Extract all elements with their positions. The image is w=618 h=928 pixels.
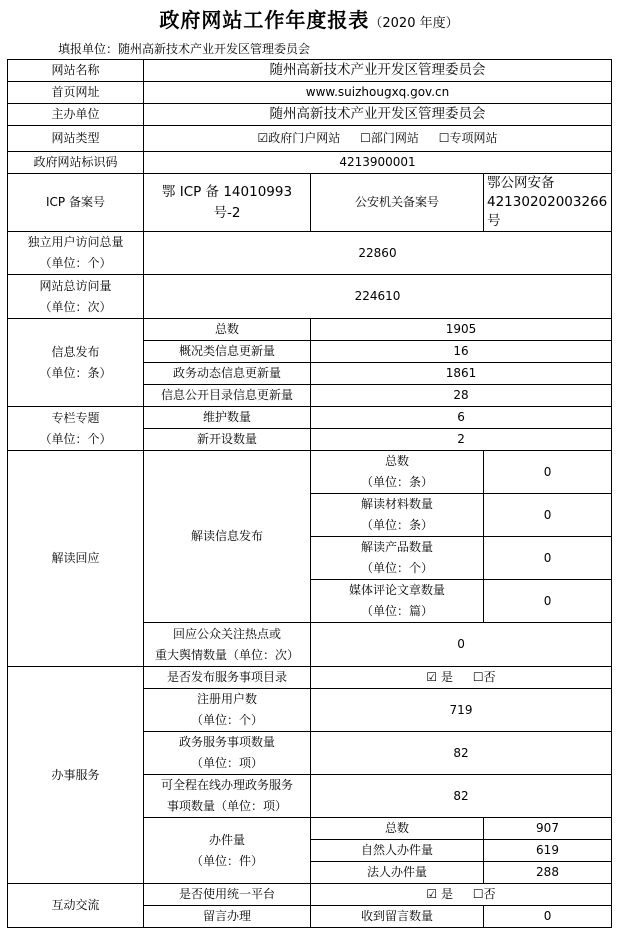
columns-label-cell bbox=[8, 407, 144, 451]
row-pv bbox=[8, 275, 612, 319]
police-label: 公安机关备案号 bbox=[311, 174, 484, 232]
cases-row-value: 619 bbox=[484, 840, 612, 862]
info-publish-unit: （单位：条） bbox=[39, 365, 112, 380]
site-id-label: 政府网站标识码 bbox=[8, 152, 144, 174]
interp-row-label-cell: 总数 （单位：条） bbox=[311, 451, 484, 494]
cases-row-label: 法人办件量 bbox=[311, 862, 484, 884]
column-row-label: 新开设数量 bbox=[144, 429, 311, 451]
columns-label: 专栏专题 bbox=[51, 410, 100, 425]
interp-row-label-cell: 媒体评论文章数量 （单位：篇） bbox=[311, 580, 484, 623]
cases-row-value: 907 bbox=[484, 818, 612, 840]
users-value: 719 bbox=[311, 689, 612, 732]
host-value: 随州高新技术产业开发区管理委员会 bbox=[144, 104, 612, 126]
site-name-value: 随州高新技术产业开发区管理委员会 bbox=[144, 60, 612, 82]
users-label-cell: 注册用户数 （单位：个） bbox=[144, 689, 311, 732]
items-label-cell: 政务服务事项数量 （单位：项） bbox=[144, 732, 311, 775]
info-publish-label: 信息发布 bbox=[51, 344, 100, 359]
columns-unit: （单位：个） bbox=[39, 431, 112, 446]
received-value: 0 bbox=[484, 906, 612, 928]
interp-row-value: 0 bbox=[484, 580, 612, 623]
message-label: 留言办理 bbox=[144, 906, 311, 928]
interaction-label: 互动交流 bbox=[8, 884, 144, 928]
catalog-options bbox=[311, 667, 612, 689]
icp-label: ICP 备案号 bbox=[8, 174, 144, 232]
uv-label-cell bbox=[8, 232, 144, 275]
checked-icon: ☑ bbox=[426, 670, 438, 684]
row-icp bbox=[8, 174, 612, 232]
response-label-cell: 回应公众关注热点或 重大舆情数量（单位：次） bbox=[144, 623, 311, 667]
filler-label: 填报单位： bbox=[58, 42, 119, 56]
host-label: 主办单位 bbox=[8, 104, 144, 126]
site-url-value: www.suizhougxq.gov.cn bbox=[144, 82, 612, 104]
items-value: 82 bbox=[311, 732, 612, 775]
info-row-value: 1905 bbox=[311, 319, 612, 341]
interp-row-label-cell: 解读材料数量 （单位：条） bbox=[311, 494, 484, 537]
interpretation-sub-label: 解读信息发布 bbox=[144, 451, 311, 623]
report-year: （2020 年度） bbox=[369, 16, 459, 31]
site-url-label: 首页网址 bbox=[8, 82, 144, 104]
checked-icon: ☑ bbox=[257, 131, 269, 145]
filler-value: 随州高新技术产业开发区管理委员会 bbox=[118, 42, 311, 56]
interpretation-label: 解读回应 bbox=[8, 451, 144, 667]
cases-label-cell: 办件量 （单位：件） bbox=[144, 818, 311, 884]
info-row-label: 信息公开目录信息更新量 bbox=[144, 385, 311, 407]
pv-value: 224610 bbox=[144, 275, 612, 319]
row-host bbox=[8, 104, 612, 126]
info-row-label: 政务动态信息更新量 bbox=[144, 363, 311, 385]
platform-yes: ☑ 是 bbox=[426, 887, 453, 901]
interp-row-label-cell: 解读产品数量 （单位：个） bbox=[311, 537, 484, 580]
checked-icon: ☑ bbox=[426, 887, 438, 901]
info-row-value: 28 bbox=[311, 385, 612, 407]
info-row-label: 概况类信息更新量 bbox=[144, 341, 311, 363]
site-id-value: 4213900001 bbox=[144, 152, 612, 174]
interp-row-value: 0 bbox=[484, 537, 612, 580]
report-table bbox=[7, 59, 612, 928]
platform-options bbox=[311, 884, 612, 906]
row-interaction-platform bbox=[8, 884, 612, 906]
uv-unit: （单位：个） bbox=[39, 256, 112, 270]
interp-row-value: 0 bbox=[484, 494, 612, 537]
type-option-department: ☐部门网站 bbox=[360, 131, 419, 145]
unchecked-icon: ☐ bbox=[438, 131, 450, 145]
online-value: 82 bbox=[311, 775, 612, 818]
info-row-value: 1861 bbox=[311, 363, 612, 385]
response-value: 0 bbox=[311, 623, 612, 667]
row-site-type bbox=[8, 126, 612, 152]
type-option-special: ☐专项网站 bbox=[438, 131, 498, 145]
unchecked-icon: ☐ bbox=[472, 887, 484, 901]
cases-row-value: 288 bbox=[484, 862, 612, 884]
catalog-label: 是否发布服务事项目录 bbox=[144, 667, 311, 689]
info-row-label: 总数 bbox=[144, 319, 311, 341]
column-row-value: 2 bbox=[311, 429, 612, 451]
filler-unit bbox=[58, 40, 310, 57]
uv-value: 22860 bbox=[144, 232, 612, 275]
catalog-yes: ☑ 是 bbox=[426, 670, 453, 684]
row-uv bbox=[8, 232, 612, 275]
report-title-block bbox=[0, 4, 618, 33]
cases-row-label: 总数 bbox=[311, 818, 484, 840]
row-interp-total bbox=[8, 451, 612, 494]
info-publish-label-cell bbox=[8, 319, 144, 407]
row-column-maintain bbox=[8, 407, 612, 429]
pv-label-cell bbox=[8, 275, 144, 319]
row-service-catalog bbox=[8, 667, 612, 689]
site-type-label: 网站类型 bbox=[8, 126, 144, 152]
icp-value: 鄂 ICP 备 14010993 号-2 bbox=[144, 174, 311, 232]
column-row-label: 维护数量 bbox=[144, 407, 311, 429]
row-site-url bbox=[8, 82, 612, 104]
interp-row-value: 0 bbox=[484, 451, 612, 494]
unchecked-icon: ☐ bbox=[360, 131, 371, 145]
received-label: 收到留言数量 bbox=[311, 906, 484, 928]
unchecked-icon: ☐ bbox=[472, 670, 484, 684]
site-type-options bbox=[144, 126, 612, 152]
police-value: 鄂公网安备 42130202003266 号 bbox=[484, 174, 612, 232]
platform-label: 是否使用统一平台 bbox=[144, 884, 311, 906]
page-title: 政府网站工作年度报表 bbox=[159, 8, 370, 32]
platform-no: ☐否 bbox=[472, 887, 496, 901]
uv-label: 独立用户访问总量 bbox=[27, 235, 124, 249]
cases-row-label: 自然人办件量 bbox=[311, 840, 484, 862]
column-row-value: 6 bbox=[311, 407, 612, 429]
row-info-total bbox=[8, 319, 612, 341]
catalog-no: ☐否 bbox=[472, 670, 496, 684]
row-site-name bbox=[8, 60, 612, 82]
type-option-portal: ☑政府门户网站 bbox=[257, 131, 341, 145]
row-site-id bbox=[8, 152, 612, 174]
services-label: 办事服务 bbox=[8, 667, 144, 884]
site-name-label: 网站名称 bbox=[8, 60, 144, 82]
info-row-value: 16 bbox=[311, 341, 612, 363]
online-label-cell: 可全程在线办理政务服务 事项数量（单位：项） bbox=[144, 775, 311, 818]
pv-unit: （单位：次） bbox=[39, 299, 112, 314]
pv-label: 网站总访问量 bbox=[39, 278, 112, 293]
